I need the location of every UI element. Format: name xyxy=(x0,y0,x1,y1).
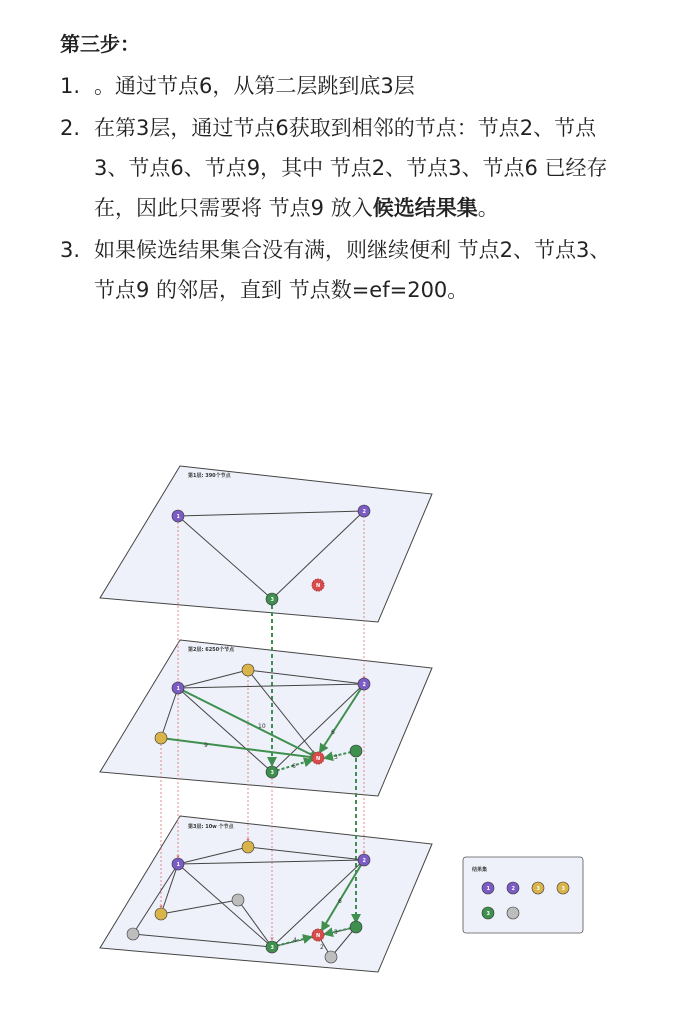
step-heading: 第三步： xyxy=(60,32,140,56)
step-item-1 xyxy=(60,66,620,106)
svg-text:N: N xyxy=(316,933,321,939)
step-number: 1. xyxy=(60,74,81,98)
step-text: 。通过节点6，从第二层跳到底3层 xyxy=(94,74,415,98)
edge-label: 10 xyxy=(258,723,266,730)
step-bold-term: 候选结果集 xyxy=(372,196,478,220)
svg-text:1: 1 xyxy=(176,686,180,692)
edge-label: 2 xyxy=(320,944,324,951)
svg-text:2: 2 xyxy=(362,682,366,688)
svg-text:N: N xyxy=(316,756,321,762)
hnsw-layer-diagram xyxy=(0,440,685,1024)
step-text: 在第3层，通过节点6获取到相邻的节点：节点2、节点3、节点6、节点9，其中 节点2、节点3、节点6 已经存在，因此只需要将 节点9 放入 xyxy=(94,116,608,220)
svg-text:1: 1 xyxy=(486,886,490,892)
svg-text:2: 2 xyxy=(362,858,366,864)
step-list xyxy=(60,66,620,312)
svg-text:1: 1 xyxy=(176,514,180,520)
step-item-3 xyxy=(60,230,620,310)
edge-label: 4 xyxy=(293,937,297,944)
svg-text:3: 3 xyxy=(486,911,490,917)
layer-1-title: 第1层: 390个节点 xyxy=(188,473,231,479)
svg-text:3: 3 xyxy=(270,770,274,776)
edge-label: 3 xyxy=(334,929,338,936)
svg-text:3: 3 xyxy=(536,886,540,892)
edge-label: 6 xyxy=(331,729,335,736)
svg-text:2: 2 xyxy=(362,509,366,515)
step-tail: 。 xyxy=(477,196,499,220)
edge-label: 6 xyxy=(292,763,296,770)
result-set-legend xyxy=(463,857,583,933)
layer-2-title: 第2层: 6250个节点 xyxy=(188,647,235,653)
step-number: 3. xyxy=(60,238,81,262)
svg-text:2: 2 xyxy=(511,886,515,892)
svg-text:3: 3 xyxy=(561,886,565,892)
step-text: 如果候选结果集合没有满，则继续便利 节点2、节点3、节点9 的邻居，直到 节点数=ef=200。 xyxy=(94,238,611,302)
svg-text:3: 3 xyxy=(270,597,274,603)
layer-3-title: 第3层: 10w 个节点 xyxy=(188,824,234,830)
step-item-2 xyxy=(60,108,620,228)
edge-label: 3 xyxy=(334,754,338,761)
svg-text:3: 3 xyxy=(270,945,274,951)
legend-title: 结果集 xyxy=(472,867,488,873)
svg-text:N: N xyxy=(316,583,321,589)
edge-label: 9 xyxy=(204,742,208,749)
edge-label: 6 xyxy=(338,898,342,905)
svg-text:1: 1 xyxy=(176,862,180,868)
step-number: 2. xyxy=(60,116,81,140)
